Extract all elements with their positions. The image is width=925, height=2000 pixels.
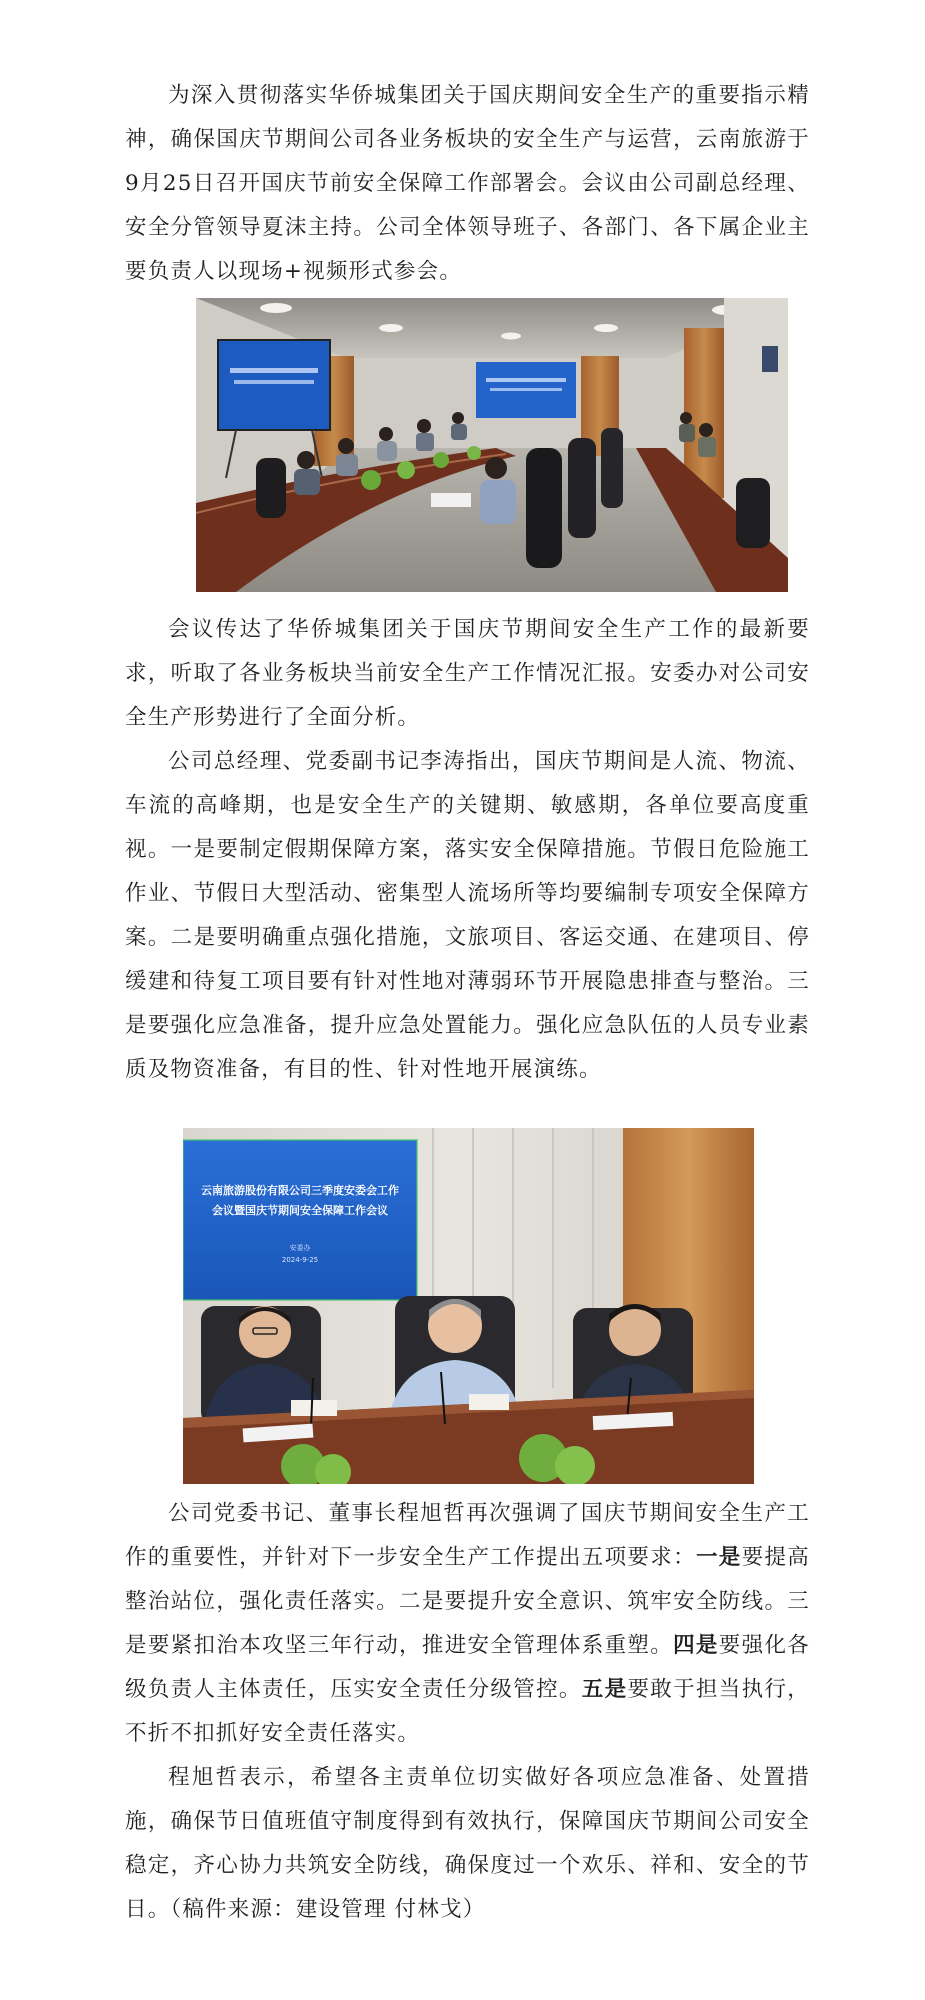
meeting-room-photo <box>196 298 788 592</box>
paragraph-closing-remarks: 程旭哲表示，希望各主责单位切实做好各项应急准备、处置措施，确保节日值班值守制度得到有效执行，保障国庆节期间公司安全稳定，齐心协力共筑安全防线，确保度过一个欢乐、祥和、安全的节日。（稿件来源：建设管理 付林戈） <box>125 1765 810 1922</box>
requirement-3-text: 要紧扣治本攻坚三年行动，推进安全管理体系重塑。 <box>147 1633 674 1658</box>
requirement-1-lead: 一是 <box>695 1545 742 1570</box>
paragraph-meeting-content: 会议传达了华侨城集团关于国庆节期间安全生产工作的最新要求，听取了各业务板块当前安全生产工作情况汇报。安委办对公司安全生产形势进行了全面分析。 <box>125 617 810 730</box>
requirement-1-text: 要提高整治站位，强化责任落实。 <box>125 1545 810 1614</box>
chairman-intro: 公司党委书记、董事长程旭哲再次强调了国庆节期间安全生产工作的重要性，并针对下一步安全生产工作提出五项要求： <box>125 1501 810 1570</box>
screen-title-line1: 云南旅游股份有限公司三季度安委会工作 <box>201 1184 399 1197</box>
screen-title-line2: 会议暨国庆节期间安全保障工作会议 <box>212 1204 388 1217</box>
requirement-4-text: 要强化各级负责人主体责任，压实安全责任分级管控。 <box>125 1633 810 1702</box>
meeting-leaders-photo <box>183 1128 754 1484</box>
screen-date: 2024-9-25 <box>281 1256 319 1264</box>
requirement-2-text: 要提升安全意识、筑牢安全防线。 <box>444 1589 788 1614</box>
requirement-5-text: 要敢于担当执行，不折不扣抓好安全责任落实。 <box>125 1677 810 1746</box>
requirement-2-lead: 二是 <box>399 1589 445 1614</box>
requirement-3-lead: 三是 <box>125 1589 810 1658</box>
paragraph-meeting-intro: 为深入贯彻落实华侨城集团关于国庆期间安全生产的重要指示精神，确保国庆节期间公司各业务板块的安全生产与运营，云南旅游于9月25日召开国庆节前安全保障工作部署会。会议由公司副总经理、安全分管领导夏沫主持。公司全体领导班子、各部门、各下属企业主要负责人以现场+视频形式参会。 <box>125 83 810 284</box>
requirement-5-lead: 五是 <box>581 1677 628 1702</box>
paragraph-general-manager-remarks: 公司总经理、党委副书记李涛指出，国庆节期间是人流、物流、车流的高峰期，也是安全生产的关键期、敏感期，各单位要高度重视。一是要制定假期保障方案，落实安全保障措施。节假日危险施工作业、节假日大型活动、密集型人流场所等均要编制专项安全保障方案。二是要明确重点强化措施，文旅项目、客运交通、在建项目、停缓建和待复工项目要有针对性地对薄弱环节开展隐患排查与整治。三是要强化应急准备，提升应急处置能力。强化应急队伍的人员专业素质及物资准备，有目的性、针对性地开展演练。 <box>125 749 810 1082</box>
meeting-room-illustration <box>196 298 788 592</box>
paragraph-chairman-requirements <box>125 1492 810 1756</box>
meeting-leaders-illustration <box>183 1128 754 1484</box>
requirement-4-lead: 四是 <box>673 1633 719 1658</box>
screen-org: 安委办 <box>289 1244 311 1252</box>
